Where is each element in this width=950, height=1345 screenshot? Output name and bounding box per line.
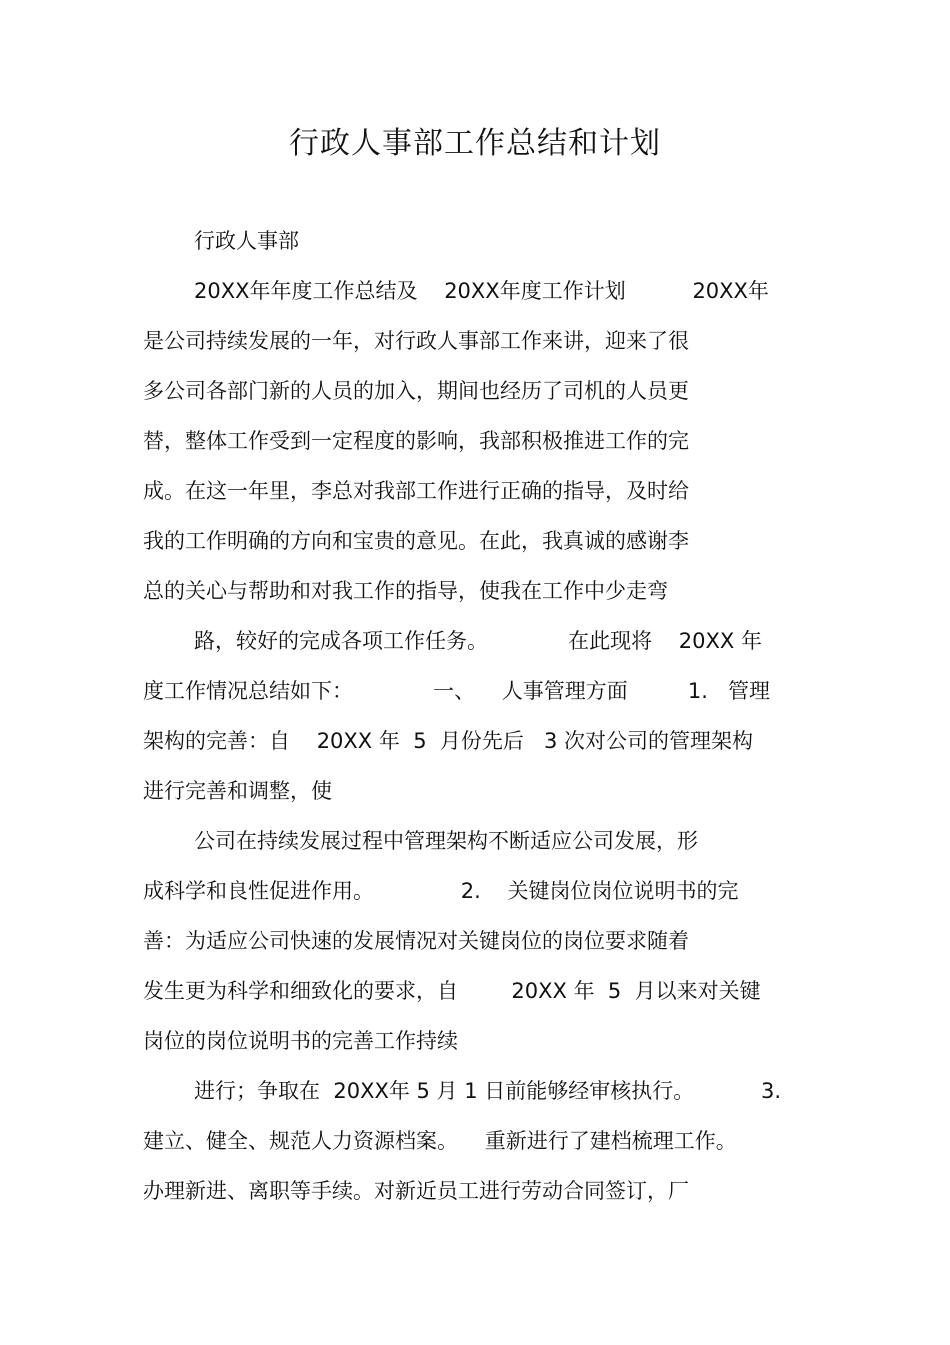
- body-line: 架构的完善：自 20XX 年 5 月份先后 3 次对公司的管理架构: [143, 729, 753, 753]
- body-line: 进行完善和调整，使: [143, 779, 332, 803]
- body-line: 我的工作明确的方向和宝贵的意见。在此，我真诚的感谢李: [143, 529, 689, 553]
- body-line: 总的关心与帮助和对我工作的指导，使我在工作中少走弯: [143, 579, 668, 603]
- body-line: 成。在这一年里，李总对我部工作进行正确的指导，及时给: [143, 479, 689, 503]
- body-line: 岗位的岗位说明书的完善工作持续: [143, 1029, 458, 1053]
- body-line: 善：为适应公司快速的发展情况对关键岗位的岗位要求随着: [143, 929, 689, 953]
- body-line: 发生更为科学和细致化的要求，自 20XX 年 5 月以来对关键: [143, 979, 761, 1003]
- body-line: 路，较好的完成各项工作任务。 在此现将 20XX 年: [194, 629, 762, 653]
- body-line: 进行；争取在 20XX年 5 月 1 日前能够经审核执行。 3.: [194, 1079, 782, 1103]
- document-title: 行政人事部工作总结和计划: [289, 126, 661, 161]
- body-line: 成科学和良性促进作用。 2. 关键岗位岗位说明书的完: [143, 879, 739, 903]
- body-line: 建立、健全、规范人力资源档案。 重新进行了建档梳理工作。: [143, 1129, 737, 1153]
- body-line: 办理新进、离职等手续。对新近员工进行劳动合同签订，厂: [143, 1179, 689, 1203]
- body-line: 替，整体工作受到一定程度的影响，我部积极推进工作的完: [143, 429, 689, 453]
- body-line: 行政人事部: [194, 229, 299, 253]
- body-line: 多公司各部门新的人员的加入，期间也经历了司机的人员更: [143, 379, 689, 403]
- body-line: 20XX年年度工作总结及 20XX年度工作计划 20XX年: [194, 279, 769, 303]
- body-line: 是公司持续发展的一年，对行政人事部工作来讲，迎来了很: [143, 329, 689, 353]
- body-line: 度工作情况总结如下： 一、 人事管理方面 1. 管理: [143, 679, 770, 703]
- body-line: 公司在持续发展过程中管理架构不断适应公司发展，形: [194, 829, 698, 853]
